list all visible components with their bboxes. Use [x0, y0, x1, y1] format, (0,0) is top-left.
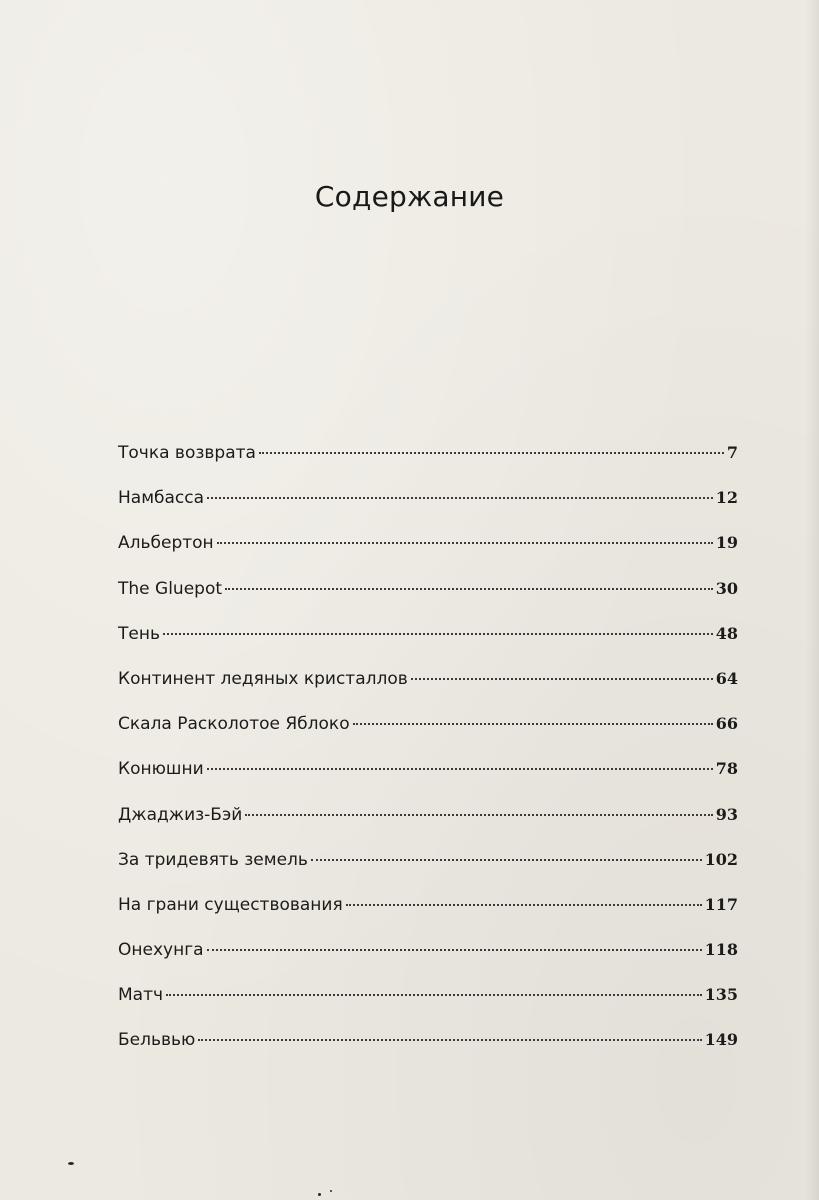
toc-entry	[118, 624, 738, 669]
toc-leader-dots	[346, 904, 702, 906]
toc-entry-title: Альбертон	[118, 533, 214, 554]
toc-entry-title: The Gluepot	[118, 578, 223, 599]
toc-entry	[118, 895, 738, 940]
toc-entry-page: 30	[715, 578, 738, 598]
toc-leader-dots	[217, 542, 713, 544]
toc-entry	[118, 669, 738, 714]
toc-entry-page: 102	[704, 849, 738, 869]
toc-leader-dots	[207, 949, 702, 951]
toc-leader-dots	[207, 497, 713, 499]
toc-entry	[118, 579, 738, 624]
toc-entry-title: Скала Расколотое Яблоко	[118, 714, 350, 735]
toc-entry-title: Конюшни	[118, 759, 204, 780]
toc-entry	[118, 850, 738, 895]
toc-entry-title: На грани существования	[118, 894, 343, 915]
toc-entry	[118, 1030, 738, 1075]
toc-entry-page: 66	[715, 714, 738, 734]
toc-leader-dots	[259, 452, 724, 454]
toc-entry	[118, 940, 738, 985]
toc-leader-dots	[207, 768, 713, 770]
toc-entry-page: 48	[715, 623, 738, 643]
toc-entry	[118, 443, 738, 488]
paper-speck	[318, 1193, 321, 1196]
toc-entry-title: Намбасса	[118, 488, 205, 509]
toc-entry-page: 117	[704, 894, 738, 914]
toc-leader-dots	[163, 633, 713, 635]
toc-entry-page: 118	[704, 940, 738, 960]
toc-entry-page: 7	[726, 443, 738, 462]
toc-entry-page: 19	[715, 533, 738, 553]
toc-entry	[118, 533, 738, 578]
toc-entry-title: Онехунга	[118, 940, 204, 961]
toc-entry-page: 78	[715, 759, 738, 779]
toc-entry-title: Точка возврата	[118, 443, 256, 463]
toc-leader-dots	[225, 588, 713, 590]
page-edge-shadow	[805, 0, 819, 1200]
paper-speck	[68, 1162, 74, 1165]
paper-speck	[330, 1190, 332, 1192]
toc-entry-page: 149	[704, 1030, 738, 1050]
toc-entry-title: Континент ледяных кристаллов	[118, 668, 408, 689]
toc-entry-page: 64	[715, 668, 738, 688]
toc-entry-title: Бельвью	[118, 1030, 196, 1051]
toc-entry-title: Матч	[118, 985, 164, 1006]
toc-entry	[118, 805, 738, 850]
table-of-contents	[118, 443, 738, 1076]
toc-entry	[118, 488, 738, 533]
toc-entry	[118, 714, 738, 759]
toc-entry-page: 12	[715, 488, 738, 508]
toc-entry-page: 93	[715, 804, 738, 824]
toc-leader-dots	[311, 859, 702, 861]
toc-entry	[118, 759, 738, 804]
toc-entry-title: За тридевять земель	[118, 849, 308, 870]
toc-leader-dots	[166, 994, 702, 996]
toc-entry	[118, 985, 738, 1030]
toc-entry-page: 135	[704, 985, 738, 1005]
toc-leader-dots	[411, 678, 713, 680]
toc-entry-title: Тень	[118, 623, 160, 644]
toc-leader-dots	[353, 723, 713, 725]
toc-leader-dots	[198, 1039, 701, 1041]
toc-leader-dots	[245, 814, 712, 816]
toc-entry-title: Джаджиз-Бэй	[118, 804, 243, 825]
page-title: Содержание	[314, 180, 505, 213]
